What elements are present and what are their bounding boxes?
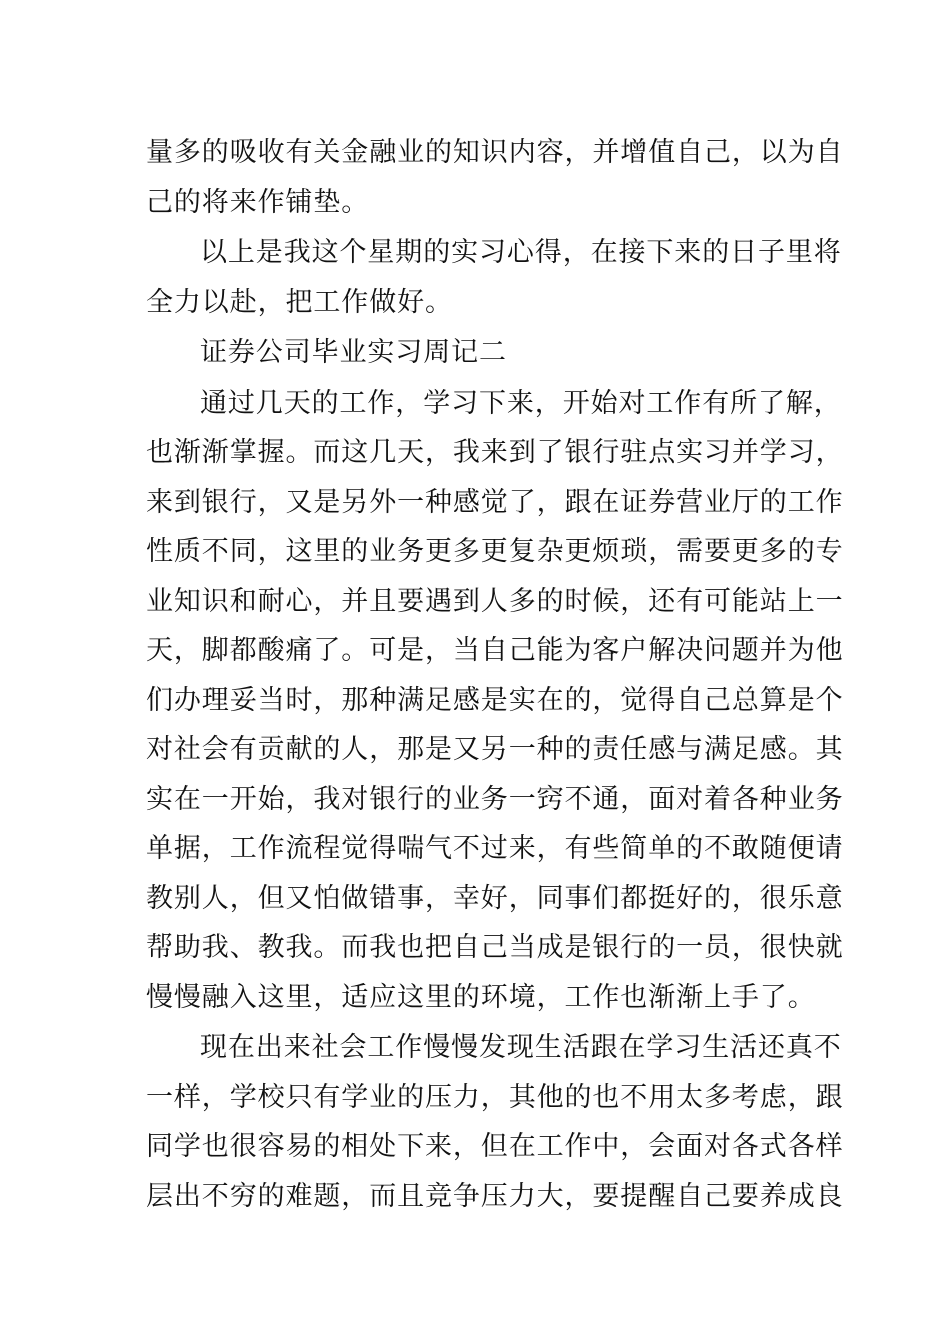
- paragraph-start-line: 现在出来社会工作慢慢发现生活跟在学习生活还真不: [200, 1032, 842, 1063]
- text-line: 们办理妥当时，那种满足感是实在的，觉得自己总算是个: [146, 684, 844, 716]
- text-line: 天，脚都酸痛了。可是，当自己能为客户解决问题并为他: [146, 635, 844, 666]
- text-line: 实在一开始，我对银行的业务一窍不通，面对着各种业务: [146, 783, 844, 815]
- text-line: 同学也很容易的相处下来，但在工作中，会面对各式各样: [146, 1131, 844, 1162]
- text-line: 教别人，但又怕做错事，幸好，同事们都挺好的，很乐意: [146, 882, 844, 914]
- text-line: 慢慢融入这里，适应这里的环境，工作也渐渐上手了。: [146, 981, 816, 1013]
- text-line: 全力以赴，把工作做好。: [146, 286, 453, 318]
- text-line: 来到银行，又是另外一种感觉了，跟在证券营业厅的工作: [146, 486, 844, 518]
- text-line: 己的将来作铺垫。: [146, 186, 370, 218]
- text-line: 层出不穷的难题，而且竞争压力大，要提醒自己要养成良: [146, 1180, 844, 1212]
- paragraph-start-line: 以上是我这个星期的实习心得，在接下来的日子里将: [200, 237, 842, 268]
- text-line: 业知识和耐心，并且要遇到人多的时候，还有可能站上一: [146, 585, 844, 617]
- body-text: [146, 128, 844, 1221]
- text-line: 一样，学校只有学业的压力，其他的也不用太多考虑，跟: [146, 1081, 844, 1113]
- text-line: 性质不同，这里的业务更多更复杂更烦琐，需要更多的专: [146, 536, 844, 567]
- text-line: 量多的吸收有关金融业的知识内容，并增值自己，以为自: [146, 137, 844, 168]
- text-line: 对社会有贡献的人，那是又另一种的责任感与满足感。其: [146, 734, 844, 765]
- text-line: 帮助我、教我。而我也把自己当成是银行的一员，很快就: [146, 932, 844, 963]
- section-heading: 证券公司毕业实习周记二: [200, 337, 507, 368]
- text-line: 单据，工作流程觉得喘气不过来，有些简单的不敢随便请: [146, 833, 844, 864]
- text-line: 也渐渐掌握。而这几天，我来到了银行驻点实习并学习，: [146, 437, 844, 468]
- paragraph-start-line: 通过几天的工作，学习下来，开始对工作有所了解，: [200, 387, 842, 419]
